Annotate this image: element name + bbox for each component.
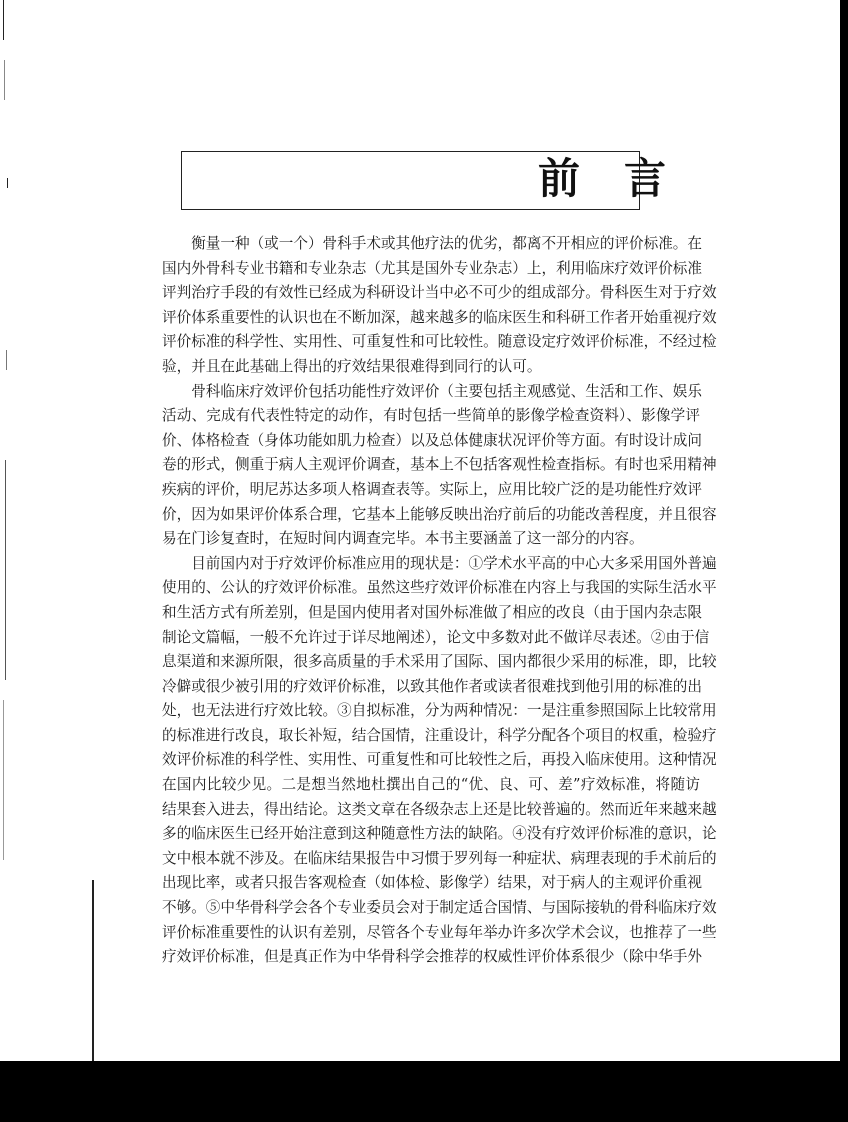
text-line: 目前国内对于疗效评价标准应用的现状是：①学术水平高的中心大多采用国外普遍 bbox=[191, 554, 717, 572]
text-line: 国内外骨科专业书籍和专业杂志（尤其是国外专业杂志）上，利用临床疗效评价标准 bbox=[162, 259, 702, 277]
scan-artifact bbox=[5, 460, 6, 680]
text-line: 疾病的评价，明尼苏达多项人格调查表等。实际上，应用比较广泛的是功能性疗效评 bbox=[162, 480, 702, 498]
scan-artifact bbox=[6, 350, 7, 370]
text-line: 骨科临床疗效评价包括功能性疗效评价（主要包括主观感觉、生活和工作、娱乐 bbox=[191, 382, 702, 400]
text-line: 息渠道和来源所限，很多高质量的手术采用了国际、国内都很少采用的标准，即，比较 bbox=[162, 653, 717, 671]
text-line: 制论文篇幅，一般不允许过于详尽地阐述），论文中多数对此不做详尽表述。②由于信 bbox=[162, 628, 710, 646]
text-line: 卷的形式，侧重于病人主观评价调查，基本上不包括客观性检查指标。有时也采用精神 bbox=[162, 456, 717, 474]
text-line: 衡量一种（或一个）骨科手术或其他疗法的优劣，都离不开相应的评价标准。在 bbox=[191, 235, 702, 252]
scan-artifact bbox=[7, 178, 8, 188]
text-line: 出现比率，或者只报告客观检查（如体检、影像学）结果，对于病人的主观评价重视 bbox=[162, 874, 702, 892]
text-line: 价、体格检查（身体功能如肌力检查）以及总体健康状况评价等方面。有时设计成问 bbox=[162, 431, 702, 449]
page-title-char: 前 bbox=[538, 154, 581, 203]
text-line: 和生活方式有所差别，但是国内使用者对国外标准做了相应的改良（由于国内杂志限 bbox=[162, 603, 702, 621]
text-line: 评价标准重要性的认识有差别，尽管各个专业每年举办许多次学术会议，也推荐了一些 bbox=[162, 923, 717, 941]
preface-body bbox=[162, 232, 717, 970]
scan-artifact bbox=[92, 880, 94, 1061]
text-line: 处，也无法进行疗效比较。③自拟标准，分为两种情况：一是注重参照国际上比较常用 bbox=[162, 702, 717, 720]
text-line: 易在门诊复查时，在短时间内调查完毕。本书主要涵盖了这一部分的内容。 bbox=[162, 530, 644, 548]
text-line: 评价体系重要性的认识也在不断加深，越来越多的临床医生和科研工作者开始重视疗效 bbox=[162, 308, 717, 326]
text-line: 冷僻或很少被引用的疗效评价标准，以致其他作者或读者很难找到他引用的标准的出 bbox=[162, 677, 702, 695]
text-line: 的标准进行改良，取长补短，结合国情，注重设计，科学分配各个项目的权重，检验疗 bbox=[162, 726, 717, 744]
text-line: 评判治疗手段的有效性已经成为科研设计当中必不可少的组成部分。骨科医生对于疗效 bbox=[162, 284, 717, 302]
text-line: 评价标准的科学性、实用性、可重复性和可比较性。随意设定疗效评价标准，不经过检 bbox=[162, 333, 717, 351]
scan-artifact bbox=[3, 0, 4, 40]
text-line: 疗效评价标准，但是真正作为中华骨科学会推荐的权威性评价体系很少（除中华手外 bbox=[162, 948, 702, 966]
text-line: 文中根本就不涉及。在临床结果报告中习惯于罗列每一种症状、病理表现的手术前后的 bbox=[162, 849, 717, 867]
text-line: 多的临床医生已经开始注意到这种随意性方法的缺陷。④没有疗效评价标准的意识，论 bbox=[162, 825, 717, 843]
text-line: 活动、完成有代表性特定的动作，有时包括一些简单的影像学检查资料）、影像学评 bbox=[162, 407, 700, 425]
scan-artifact bbox=[4, 60, 5, 100]
text-line: 验，并且在此基础上得出的疗效结果很难得到同行的认可。 bbox=[162, 357, 542, 375]
text-line: 不够。⑤中华骨科学会各个专业委员会对于制定适合国情、与国际接轨的骨科临床疗效 bbox=[162, 899, 717, 917]
text-line: 在国内比较少见。二是想当然地杜撰出自己的“优、良、可、差”疗效标准，将随访 bbox=[162, 776, 700, 794]
text-line: 效评价标准的科学性、实用性、可重复性和可比较性之后，再投入临床使用。这种情况 bbox=[162, 751, 717, 769]
scan-artifact bbox=[3, 700, 4, 860]
page-title-char: 言 bbox=[624, 154, 667, 203]
text-line: 结果套入进去，得出结论。这类文章在各级杂志上还是比较普遍的。然而近年来越来越 bbox=[162, 800, 717, 818]
text-line: 价，因为如果评价体系合理，它基本上能够反映出治疗前后的功能改善程度，并且很容 bbox=[162, 505, 717, 523]
text-line: 使用的、公认的疗效评价标准。虽然这些疗效评价标准在内容上与我国的实际生活水平 bbox=[162, 579, 717, 597]
